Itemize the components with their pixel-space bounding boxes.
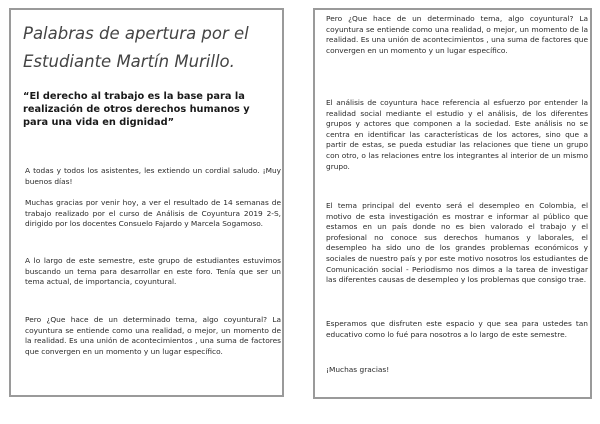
analysis-paragraph: El análisis de coyuntura hace referencia al esfuerzo por entender la realidad social mediante el estudio y el análisis, de los diferentes grupos y actores que componen a la sociedad. Este análisis no se centra en identificar las características de los actores, sino que a partir de estas, se pueda estudiar las relaciones que tiene un grupo con otro, o las relaciones entre los integrantes al interior de un mismo grupo. xyxy=(326,98,588,171)
final-thanks: ¡Muchas gracias! xyxy=(326,365,390,374)
speech-title: Palabras de apertura por el Estudiante Martín Murillo. xyxy=(23,24,249,71)
epigraph-quote: “El derecho al trabajo es la base para la realización de otros derechos humanos y para una vida en dignidad” xyxy=(23,91,250,128)
greeting-paragraph: A todas y todos los asistentes, les extiendo un cordial saludo. ¡Muy buenos días! xyxy=(25,166,281,186)
thanks-paragraph: Muchas gracias por venir hoy, a ver el resultado de 14 semanas de trabajo realizado por el curso de Análisis de Coyuntura 2019 2-S, dirigido por los docentes Consuelo Fajardo y Marcela Sogamoso. xyxy=(25,198,281,229)
left-page xyxy=(9,8,284,397)
semester-paragraph: A lo largo de este semestre, este grupo de estudiantes estuvimos buscando un tema para desarrollar en este foro. Tenía que ser un tema actual, de importancia, coyuntural. xyxy=(25,256,281,287)
right-page xyxy=(313,8,592,399)
coyuntura-paragraph-repeat: Pero ¿Que hace de un determinado tema, algo coyuntural? La coyuntura se entiende como una realidad, o mejor, un momento de la realidad. Es una unión de acontecimientos , una suma de factores que convergen en un momento y un lugar específico. xyxy=(326,14,588,55)
topic-paragraph: El tema principal del evento será el desempleo en Colombia, el motivo de esta investigación es mostrar e informar al público que estamos en un país donde no es bien valorado el trabajo y el profesional no conoce sus derechos humanos y laborales, el desempleo ha sido uno de los grandes problemas económicos y sociales de nuestro país y por este motivo nosotros los estudiantes de Comunicación social - Periodismo nos dimos a la tarea de investigar las diferentes causas de desempleo y los problemas que consigo trae. xyxy=(326,201,588,285)
closing-paragraph: Esperamos que disfruten este espacio y que sea para ustedes tan educativo como lo fué para nosotros a lo largo de este semestre. xyxy=(326,319,588,339)
coyuntura-paragraph: Pero ¿Que hace de un determinado tema, algo coyuntural? La coyuntura se entiende como una realidad, o mejor, un momento de la realidad. Es una unión de acontecimientos , una suma de factores que convergen en un momento y un lugar específico. xyxy=(25,315,281,356)
